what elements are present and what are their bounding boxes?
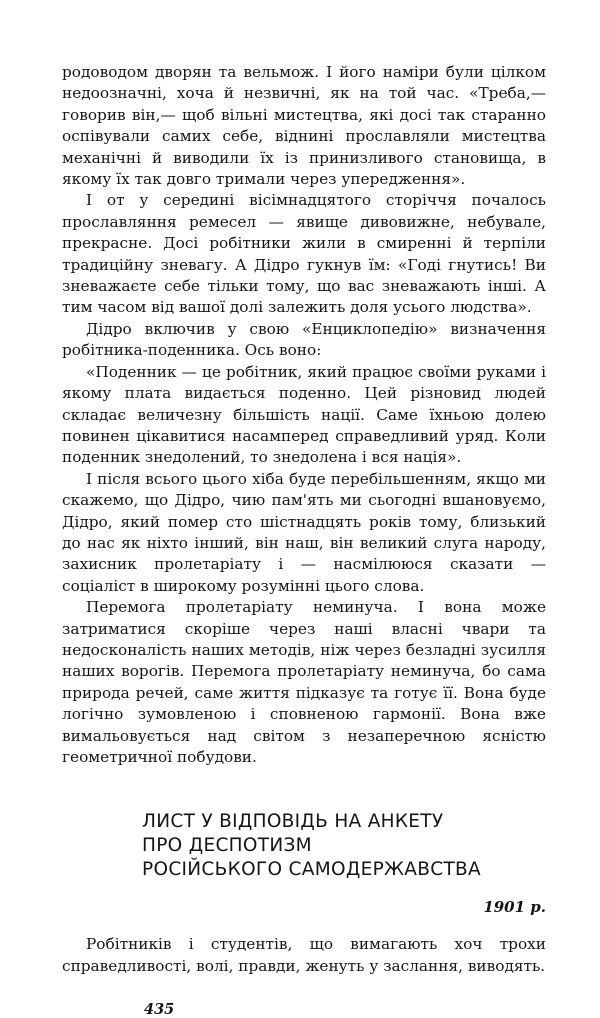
body-text (62, 62, 546, 768)
paragraph-victory-proletariat: Перемога пролетаріату неминуча. І вона може затриматися скоріше через наші власні чвари та недосконалість наших методів, ніж через безладні зусилля наших ворогів. Перемога пролетаріату неминуча, бо сама природа речей, саме життя підказує та готує її. Вона буде логічно зумовленою і сповненою гармонії. Вона вже вимальовується над світом з незаперечною ясністю геометричної побудови. (62, 598, 546, 766)
section-title (142, 810, 546, 882)
paragraph-students-exile: Робітників і студентів, що вимагають хоч трохи справедливості, волі, правди, женуть у заслання, виводять. (62, 935, 546, 975)
page-number: 435 (144, 1001, 175, 1018)
paragraph-continued: родоводом дворян та вельмож. І його наміри були цілком недоозначні, хоча й незвичні, як на той час. «Треба,— говорив він,— щоб вільні мистецтва, які досі так старанно оспівували самих себе, віднині прославляли мистецтва механічні й виводили їх із принизливого становища, в якому їх так довго тримали через упередження». (62, 63, 546, 189)
book-page (62, 62, 546, 1018)
section-title-line: ЛИСТ У ВІДПОВІДЬ НА АНКЕТУ (142, 811, 444, 833)
section-body-text (62, 934, 546, 977)
paragraph-encyclopedia-definition: Дідро включив у свою «Енциклопедію» визначення робітника-поденника. Ось воно: (62, 319, 546, 360)
paragraph-crafts-glorification: І от у середині вісімнадцятого сторіччя почалось прославляння ремесел — явище дивовижне, небувале, прекрасне. Досі робітники жили в смиренні й терпіли традиційну зневагу. А Дідро гукнув їм: «Годі гнутись! Ви зневажаєте себе тільки тому, що вас зневажають інші. А тим часом від вашої долі залежить доля усього людства». (62, 191, 546, 317)
dateline: 1901 р. (483, 898, 546, 917)
section-title-line: РОСІЙСЬКОГО САМОДЕРЖАВСТВА (142, 859, 481, 881)
paragraph-diderot-legacy: І після всього цього хіба буде перебільшенням, якщо ми скажемо, що Дідро, чию пам'ять ми сьогодні вшановуємо, Дідро, який помер сто шістнадцять років тому, близький до нас як ніхто інший, він наш, він великий слуга народу, захисник пролетаріату і — насмілююся сказати — соціаліст в широкому розумінні цього слова. (62, 469, 546, 595)
section-title-line: ПРО ДЕСПОТИЗМ (142, 835, 312, 857)
quote-day-laborer: «Поденник — це робітник, який працює своїми руками і якому плата видається поденно. Цей різновид людей складає величезну більшість нації. Саме їхньою долею повинен цікавитися насамперед справедливий уряд. Коли поденник знедолений, то знедолена і вся нація». (62, 362, 546, 467)
